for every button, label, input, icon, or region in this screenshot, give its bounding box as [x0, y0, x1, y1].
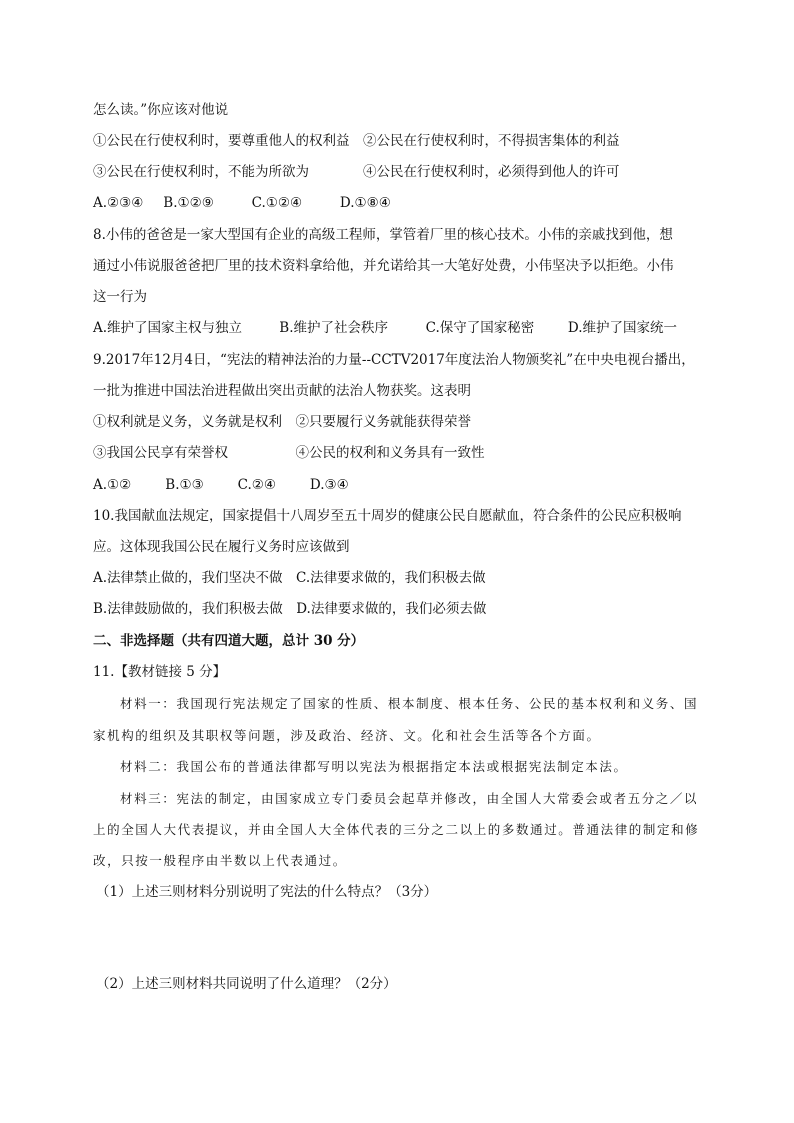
q9-statement-line-2: ③我国公民享有荣誉权 ④公民的权利和义务具有一致性: [93, 445, 485, 461]
q11-material-2-line-1: 材料二：我国公布的普通法律都写明以宪法为根据指定本法或根据宪法制定本法。: [120, 759, 628, 774]
q8-option-a: A.维护了国家主权与独立: [93, 320, 243, 336]
q11-material-3-line-3: 改，只按一般程序由半数以上代表通过。: [93, 853, 347, 868]
q8-stem-line-1: 8.小伟的爸爸是一家大型国有企业的高级工程师，掌管着厂里的核心技术。小伟的亲戚找到他，想: [93, 227, 673, 243]
q7-option-a: A.②③④: [93, 195, 144, 211]
q9-stem-line-2: 一批为推进中国法治进程做出突出贡献的法治人物获奖。这表明: [93, 383, 471, 399]
q11-subquestion-1: （1）上述三则材料分别说明了宪法的什么特点？（3分）: [96, 884, 438, 900]
q7-option-c: C.①②④: [251, 195, 303, 211]
q9-option-a: A.①②: [93, 477, 132, 493]
q9-stem-line-1: 9.2017年12月4日，“宪法的精神法治的力量--CCTV2017年度法治人物颁奖礼”在中央电视台播出，: [93, 352, 695, 368]
q11-material-3-line-2: 上的全国人大代表提议，并由全国人大全体代表的三分之二以上的多数通过。普通法律的制定和修: [93, 822, 700, 837]
q9-options: [93, 476, 349, 494]
q7-statement-line-2: ③公民在行使权利时，不能为所欲为 ④公民在行使权利时，必须得到他人的许可: [93, 164, 620, 180]
q10-options-line-1: A.法律禁止做的，我们坚决不做 C.法律要求做的，我们积极去做: [93, 570, 486, 586]
q7-options: [93, 194, 391, 212]
section-heading: 二、非选择题（共有四道大题，总计 30 分）: [93, 633, 365, 649]
q9-option-c: C.②④: [237, 477, 276, 493]
q8-options: [93, 319, 677, 337]
q8-option-b: B.维护了社会秩序: [279, 320, 389, 336]
q11-material-1-line-2: 家机构的组织及其职权等问题，涉及政治、经济、文。化和社会生活等各个方面。: [93, 728, 601, 743]
q9-statement-line-1: ①权利就是义务，义务就是权利 ②只要履行义务就能获得荣誉: [93, 414, 471, 430]
q9-option-b: B.①③: [165, 477, 204, 493]
q8-option-c: C.保守了国家秘密: [425, 320, 535, 336]
q11-title: 11.【教材链接 5 分】: [93, 664, 227, 680]
q11-subquestion-2: （2）上述三则材料共同说明了什么道理？（2分）: [96, 976, 397, 992]
q7-stem-tail: 怎么读。”你应该对他说: [93, 102, 229, 118]
q9-option-d: D.③④: [309, 477, 349, 493]
q7-option-d: D.①⑧④: [339, 195, 391, 211]
q8-stem-line-2: 通过小伟说服爸爸把厂里的技术资料拿给他，并允诺给其一大笔好处费，小伟坚决予以拒绝。小伟: [93, 258, 674, 274]
q7-option-b: B.①②⑨: [163, 195, 214, 211]
q10-stem-line-2: 应。这体现我国公民在履行义务时应该做到: [93, 539, 350, 555]
q10-options-line-2: B.法律鼓励做的，我们积极去做 D.法律要求做的，我们必须去做: [93, 601, 487, 617]
q8-stem-line-3: 这一行为: [93, 289, 147, 305]
q11-material-3-line-1: 材料三：宪法的制定，由国家成立专门委员会起草并修改，由全国人大常委会或者五分之／以: [120, 791, 699, 806]
q11-material-1-line-1: 材料一：我国现行宪法规定了国家的性质、根本制度、根本任务、公民的基本权利和义务、国: [120, 696, 699, 711]
q8-option-d: D.维护了国家统一: [567, 320, 678, 336]
q10-stem-line-1: 10.我国献血法规定，国家提倡十八周岁至五十周岁的健康公民自愿献血，符合条件的公民应积极响: [93, 508, 682, 524]
q7-statement-line-1: ①公民在行使权利时，要尊重他人的权利益 ②公民在行使权利时，不得损害集体的利益: [93, 133, 620, 149]
